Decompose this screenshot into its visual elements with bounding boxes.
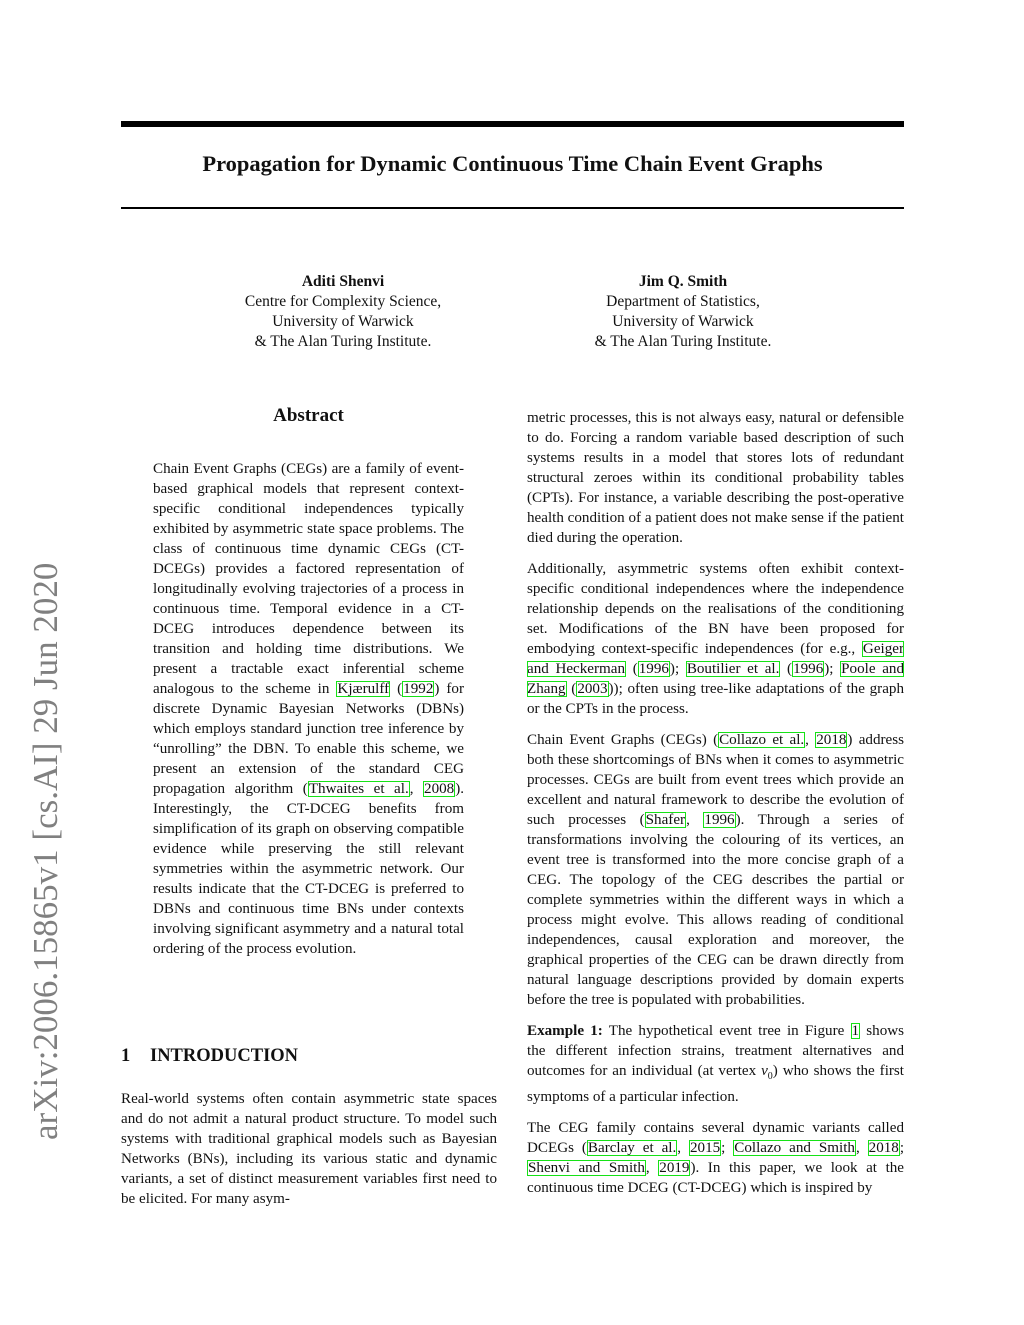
paper-title: Propagation for Dynamic Continuous Time Chain Event Graphs — [202, 151, 823, 176]
section-number: 1 — [121, 1046, 131, 1066]
citation-year-link[interactable]: 1996 — [704, 812, 735, 828]
paragraph: metric processes, this is not always easy, natural or defensible to do. Forcing a random variable based description of such systems results in a model that stores lots of redundant structural zeroes within its conditional probability tables (CPTs). For instance, a variable describing the post-operative health condition of a patient does not make sense if the patient died during the operation. — [527, 410, 904, 546]
citation-year-link[interactable]: 1992 — [403, 681, 434, 697]
author-affiliation: & The Alan Turing Institute. — [594, 333, 772, 350]
citation-year-link[interactable]: 2019 — [659, 1160, 690, 1177]
citation-link[interactable]: Barclay et al. — [587, 1140, 677, 1157]
citation-link[interactable]: Kjærulff — [337, 681, 390, 697]
citation-year-link[interactable]: 2018 — [868, 1140, 899, 1157]
author-affiliation: Department of Statistics, — [606, 293, 760, 310]
author-affiliation: & The Alan Turing Institute. — [254, 333, 432, 350]
citation-year-link[interactable]: 1996 — [638, 661, 669, 677]
title-rule-bottom — [121, 207, 904, 209]
section-title: INTRODUCTION — [150, 1046, 299, 1066]
citation-year-link[interactable]: 2003 — [577, 681, 608, 697]
abstract-text: Chain Event Graphs (CEGs) are a family of event-based graphical models that represent context-specific conditional independences typically exhibited by asymmetric state space problems. The class of continuous time dynamic CEGs (CT-DCEGs) provides a factored representation of longitudinally evolving trajectories of a process in continuous time. Temporal evidence in a CT-DCEG introduces dependence between its transition and holding time distributions. We present a tractable exact inferential scheme analogous to the scheme in — [153, 461, 464, 697]
author-affiliation: Centre for Complexity Science, — [244, 293, 442, 310]
citation-link[interactable]: Poole and Zhang — [527, 661, 904, 697]
introduction-paragraph: Real-world systems often contain asymmetric state spaces and do not admit a natural product structure. To model such systems with traditional graphical models such as Bayesian Networks (BNs), including its various static and dynamic variants, a set of distinct measurement variables first need to be elicited. For many asym- — [121, 1091, 497, 1207]
citation-link[interactable]: Thwaites et al. — [308, 781, 409, 797]
citation-link[interactable]: Shenvi and Smith — [528, 1160, 645, 1177]
author-name: Jim Q. Smith — [638, 273, 728, 290]
citation-link[interactable]: Collazo and Smith — [734, 1140, 855, 1157]
paragraph: Chain Event Graphs (CEGs) (Collazo et al., 2018) address both these shortcomings of BNs when it comes to asymmetric processes. CEGs are built from event trees which provide an excellent and natural framework to describe the evolution of such processes (Shafer, 1996). Through a series of transformations involving the colouring of its vertices, an event tree is transformed into the more concise graph of a CEG. The topology of the CEG describes the partial or complete symmetries within the different ways in which a process might evolve. This allows reading of conditional independences, causal exploration and moreover, the graphical properties of the CEG can be drawn directly from natural language descriptions provided by domain experts before the tree is populated with probabilities. — [527, 732, 904, 1008]
paragraph: The CEG family contains several dynamic variants called DCEGs (Barclay et al., 2015; Collazo and Smith, 2018; Shenvi and Smith, 2019). In this paper, we look at the continuous time DCEG (CT-DCEG) which is inspired by — [527, 1120, 905, 1197]
author-block-2 — [533, 272, 833, 352]
citation-link[interactable]: Boutilier et al. — [686, 661, 780, 677]
title-rule-top — [121, 121, 904, 127]
citation-year-link[interactable]: 1996 — [793, 661, 824, 677]
citation-year-link[interactable]: 2015 — [689, 1140, 721, 1157]
citation-link[interactable]: Geiger and Heckerman — [527, 641, 904, 677]
paragraph-example: Example 1: The hypothetical event tree in Figure 1 shows the different infection strains, treatment alternatives and outcomes for an individual (at vertex $v_0$) who shows the first symptoms of a particular infection. — [527, 1023, 905, 1106]
abstract-text: ) for discrete Dynamic Bayesian Networks (DBNs) which employs standard junction tree inference by “unrolling” the DBN. To enable this scheme, we present an extension of the standard CEG propagation algorithm ( — [153, 681, 464, 797]
author-affiliation: University of Warwick — [612, 313, 754, 330]
author-affiliation: University of Warwick — [272, 313, 414, 330]
section-heading-introduction — [121, 1044, 501, 1068]
example-label: Example 1: — [527, 1023, 603, 1039]
math-variable: $v_0$ — [761, 1063, 773, 1083]
arxiv-stamp: arXiv:2006.15865v1 [cs.AI] 29 Jun 2020 — [26, 562, 65, 1140]
paragraph: Additionally, asymmetric systems often exhibit context-specific conditional independences where the independence relationship depends on the realisations of the conditioning set. Modifications of the BN have been proposed for embodying context-specific independences (for e.g., Geiger and Heckerman (1996); Boutilier et al. (1996); Poole and Zhang (2003)); often using tree-like adaptations of the graph or the CPTs in the process. — [527, 561, 904, 717]
author-name: Aditi Shenvi — [301, 273, 385, 290]
citation-year-link[interactable]: 2018 — [816, 732, 847, 748]
citation-link[interactable]: Collazo et al. — [719, 732, 805, 748]
right-column — [527, 408, 904, 1209]
author-block-1 — [193, 272, 493, 352]
abstract-text: ). Interestingly, the CT-DCEG benefits from simplification of its graph on observing compatible evidence while preserving the still relevant symmetries within the asymmetric network. Our results indicate that the CT-DCEG is preferred to DBNs and continuous time BNs under contexts involving significant asymmetry and a natural total ordering of the process evolution. — [153, 781, 465, 957]
figure-link[interactable]: 1 — [851, 1023, 860, 1039]
citation-year-link[interactable]: 2008 — [424, 781, 455, 797]
citation-link[interactable]: Shafer — [645, 812, 686, 828]
abstract-body: Chain Event Graphs (CEGs) are a family of event-based graphical models that represent context-specific conditional independences typically exhibited by asymmetric state space problems. The class of continuous time dynamic CEGs (CT-DCEGs) provides a factored representation of longitudinally evolving trajectories of a process in continuous time. Temporal evidence in a CT-DCEG introduces dependence between its transition and holding time distributions. We present a tractable exact inferential scheme analogous to the scheme in Kjærulff (1992) for discrete Dynamic Bayesian Networks (DBNs) which employs standard junction tree inference by “unrolling” the DBN. To enable this scheme, we present an extension of the standard CEG propagation algorithm (Thwaites et al., 2008). Interestingly, the CT-DCEG benefits from simplification of its graph on observing compatible evidence while preserving the still relevant symmetries within the asymmetric network. Our results indicate that the CT-DCEG is preferred to DBNs and continuous time BNs under contexts involving significant asymmetry and a natural total ordering of the process evolution. — [153, 461, 465, 957]
abstract-heading: Abstract — [273, 405, 344, 426]
